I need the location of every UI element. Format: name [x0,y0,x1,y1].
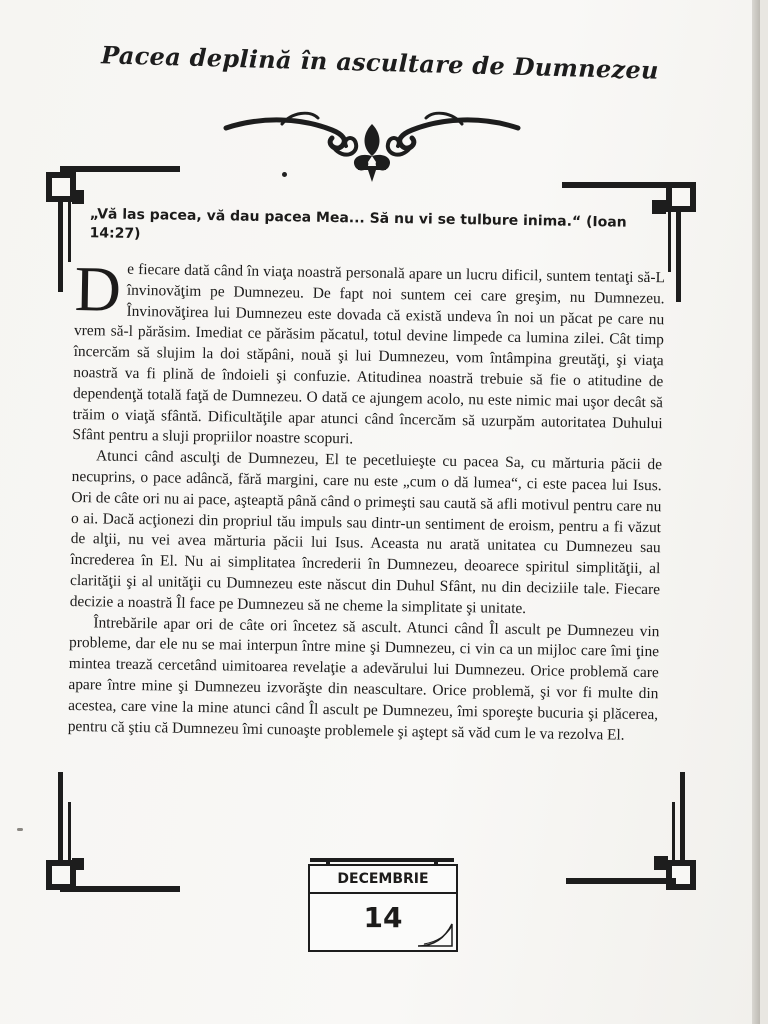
paragraph-3: Întrebările apar ori de câte ori încetez să ascult. Atunci când Îl ascult pe Dumnezeu vin probleme, dar ele nu se mai interpun între mine şi Dumnezeu, ci vin ca un mijloc care îmi ţine mintea trează cercetând uimitoarea revelaţie a adevărului lui Dumnezeu. Orice problemă care apare între mine şi Dumnezeu izvorăşte din neascultare. Orice problemă, şi vor fi multe din acestea, care vine la mine atunci când Îl ascult pe Dumnezeu, îmi sporeşte bucuria şi plăcerea, pentru că ştiu că Dumnezeu îmi cunoaşte problemele şi aştept să văd cum le va rezolva El. [67,613,660,744]
page-title: Pacea deplină în ascultare de Dumnezeu [100,40,660,85]
corner-bottom-right-icon [566,772,700,896]
paragraph-1 [72,252,666,455]
calendar-date [306,858,458,952]
drop-cap: D [74,252,122,325]
paragraph-1-text: e fiecare dată când în viaţa noastră personală apare un lucru dificil, suntem tentaţi să-L învinovăţim pe Dumnezeu. De fapt noi suntem cei care greşim, nu Dumnezeu. Învinovăţirea lui Dumnezeu este dovada că există undeva în noi un păcat pe care nu vrem să-l părăsim. Imediat ce părăsim păcatul, totul devine limpede ca lumina zilei. Cât timp încercăm să slujim la doi stăpâni, nouă şi lui Dumnezeu, vom întâmpina greutăţi, şi viaţa noastră va fi plină de îndoieli şi confuzie. Atitudinea noastră trebuie să fie o atitudine de dependenţă totală faţă de Dumnezeu. O dată ce ajungem acolo, nu este nimic mai uşor decât să trăim o viaţă sfântă. Dificultăţile apar atunci când încercăm să uzurpăm autoritatea Duhului Sfânt pentru a sluji propriilor noastre scopuri. [72,260,666,448]
page-edge [752,0,760,1024]
page-curl-icon [418,922,454,948]
calendar-month: DECEMBRIE [310,866,456,894]
paper-speck [17,828,23,831]
devotional-text [68,205,666,747]
paragraph-2: Atunci când asculţi de Dumnezeu, El te pecetluieşte cu pacea Sa, cu mărturia păcii de necuprins, o pace adâncă, fără margini, care nu este „cum o dă lumea“, ci este pacea lui Isus. Ori de câte ori nu ai pace, aşteaptă până când o primeşti sau caută să afli motivul pentru care nu o ai. Dacă acţionezi din propriul tău impuls sau dintr-un sentiment de eroism, pentru a fi văzut de alţii, nu vei avea mărturia păcii lui Isus. Aceasta nu arată unitatea cu Dumnezeu sau încrederea în El. Nu ai simplitatea încrederii în Dumnezeu, deoarece spiritul simplităţii, al clarităţii şi al unităţii cu Dumnezeu este născut din Duhul Sfânt, nu din deciziile tale. Fiecare decizie a noastră Îl face pe Dumnezeu să ne cheme la simplitate şi unitate. [69,447,663,617]
corner-bottom-left-icon [46,772,180,896]
verse-quote: „Vă las pacea, vă dau pacea Mea... Să nu vi se tulbure inima.“ (Ioan 14:27) [89,206,627,243]
calendar-day: 14 [363,901,403,934]
calendar-box [308,864,458,952]
flourish-ornament-icon [222,104,522,184]
ornament-dot [282,172,287,177]
